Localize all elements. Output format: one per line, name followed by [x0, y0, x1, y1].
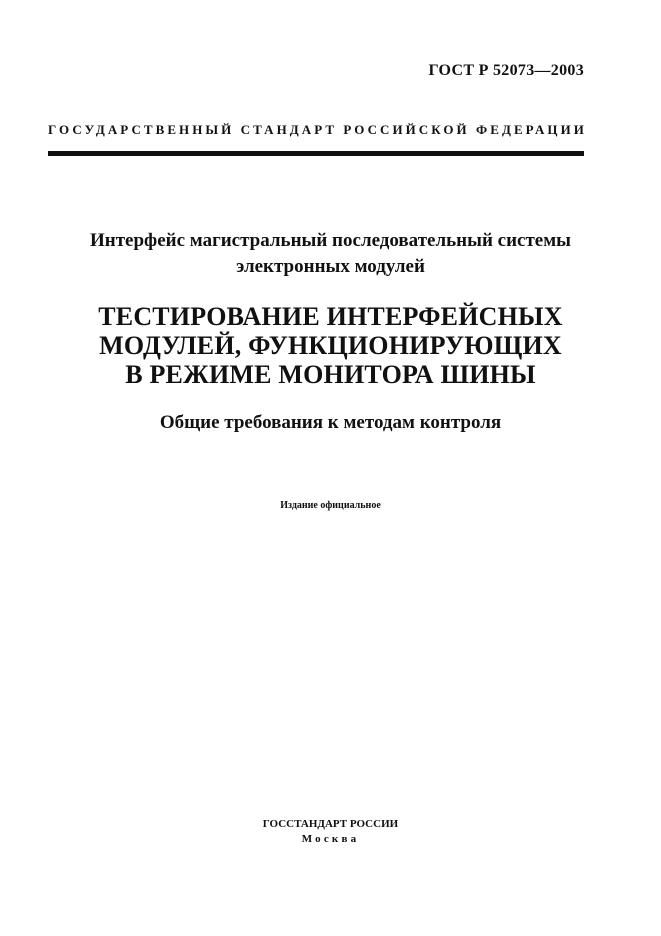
publisher-name: ГОССТАНДАРТ РОССИИ	[262, 818, 399, 830]
subtitle: Общие требования к методам контроля	[159, 412, 502, 433]
document-number: ГОСТ Р 52073—2003	[428, 62, 584, 79]
subject-line: электронных модулей	[236, 256, 425, 277]
publisher-block	[30, 817, 631, 847]
subject-title	[30, 228, 631, 280]
subject-line: Интерфейс магистральный последовательный системы	[89, 230, 571, 251]
header-divider	[48, 151, 584, 156]
publisher-city: Москва	[301, 833, 360, 845]
main-title-line: В РЕЖИМЕ МОНИТОРА ШИНЫ	[125, 360, 536, 389]
main-title-line: ТЕСТИРОВАНИЕ ИНТЕРФЕЙСНЫХ	[98, 302, 563, 331]
main-title-line: МОДУЛЕЙ, ФУНКЦИОНИРУЮЩИХ	[99, 331, 562, 360]
standard-type-heading: ГОСУДАРСТВЕННЫЙ СТАНДАРТ РОССИЙСКОЙ ФЕДЕРАЦИИ	[48, 122, 587, 137]
edition-note: Издание официальное	[280, 500, 381, 511]
main-title	[30, 302, 631, 389]
